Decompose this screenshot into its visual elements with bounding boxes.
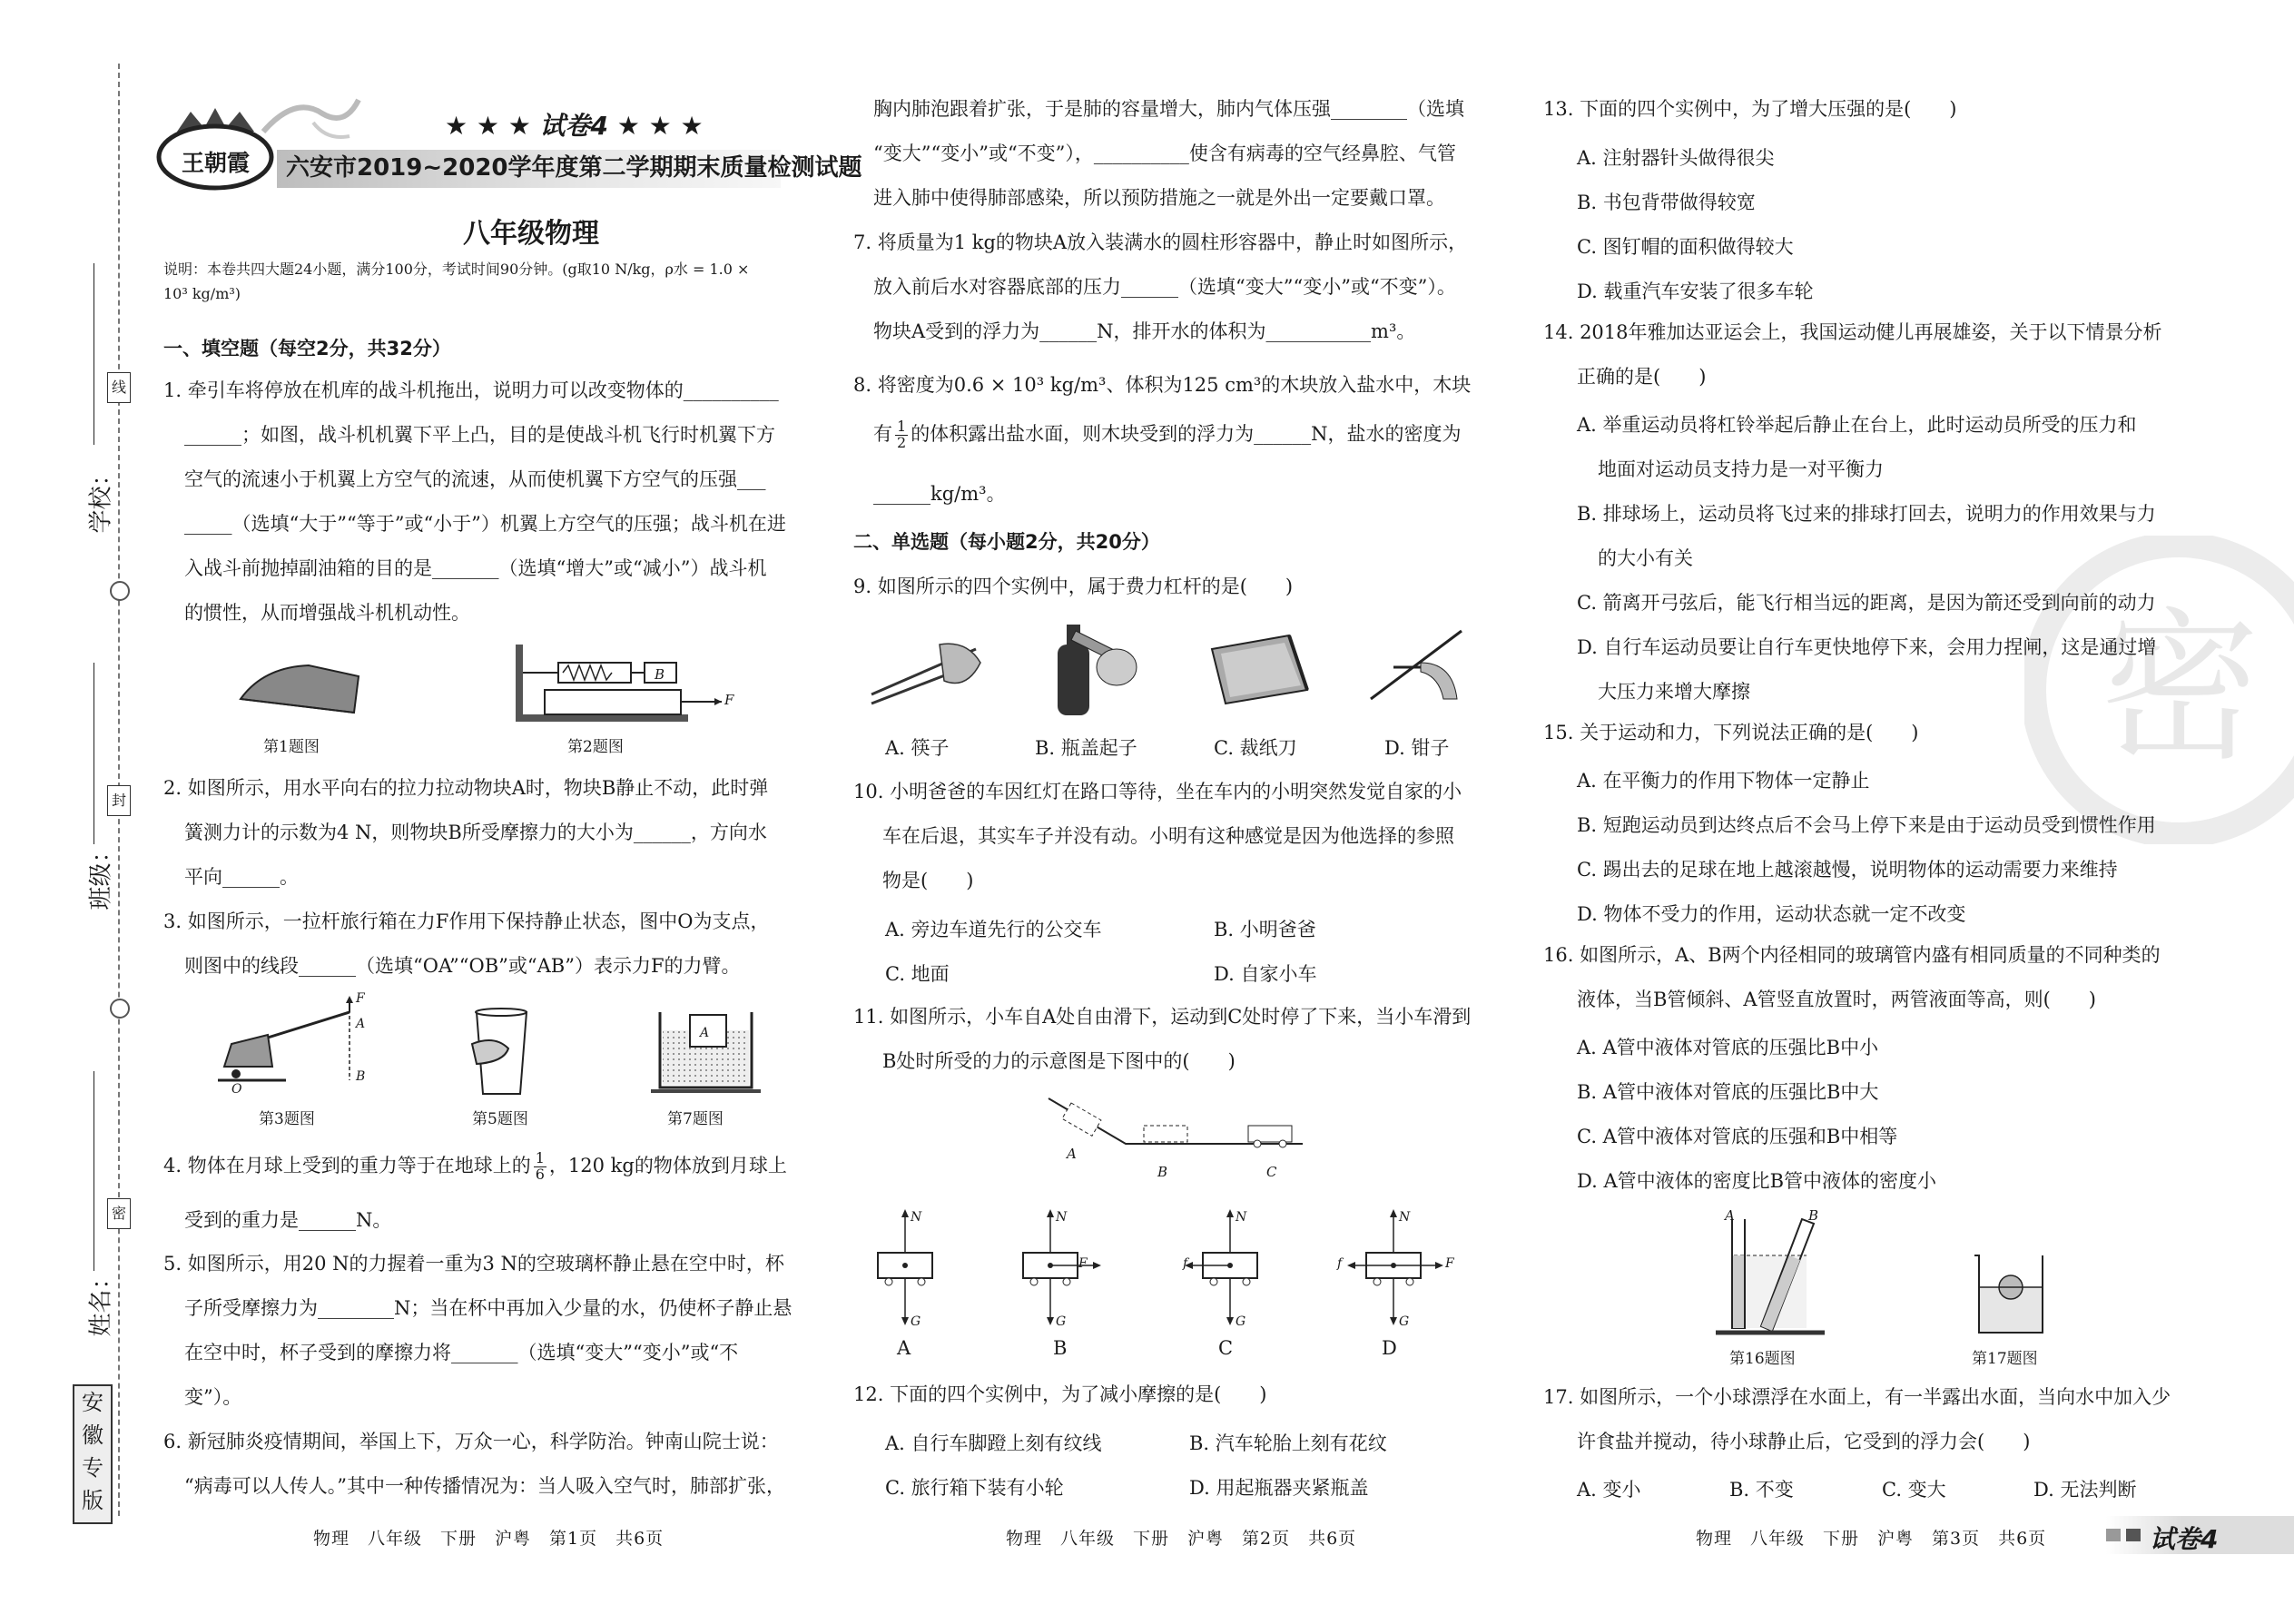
logo-text: 王朝霞 bbox=[181, 150, 250, 176]
q9-bottle-opener-image bbox=[1044, 617, 1144, 717]
exam-title: 六安市2019~2020学年度第二学期期末质量检测试题 bbox=[286, 154, 862, 182]
q11-diagram-a-label-n: N bbox=[911, 1210, 922, 1225]
figure-7-label-a: A bbox=[700, 1026, 710, 1040]
q9-pliers-image bbox=[1366, 626, 1466, 713]
q10-option-a[interactable]: A. 旁边车道先行的公交车 bbox=[885, 919, 1102, 940]
q16-option-b[interactable]: B. A管中液体对管底的压强比B中大 bbox=[1577, 1081, 1879, 1103]
figure-16-caption: 第16题图 bbox=[1729, 1350, 1796, 1368]
figure-1-caption: 第1题图 bbox=[263, 738, 320, 756]
figure-2-spring-scale bbox=[508, 640, 735, 726]
q9-paper-cutter-image bbox=[1203, 626, 1312, 713]
q9-option-a[interactable]: A. 筷子 bbox=[885, 737, 950, 759]
class-blank[interactable] bbox=[94, 663, 95, 844]
q11-label-b: B bbox=[1157, 1164, 1168, 1180]
q12-option-b[interactable]: B. 汽车轮胎上刻有花纹 bbox=[1189, 1432, 1387, 1454]
question-12: 12. 下面的四个实例中，为了减小摩擦的是( ) bbox=[853, 1383, 1267, 1405]
mark-line: 线 bbox=[107, 372, 131, 403]
figure-1-wing bbox=[236, 658, 363, 717]
figure-5-cup bbox=[468, 1008, 540, 1098]
q11-diagram-c-label-f: f bbox=[1183, 1256, 1188, 1271]
q11-option-c[interactable]: C bbox=[1218, 1337, 1234, 1359]
q13-option-d[interactable]: D. 载重汽车安装了很多车轮 bbox=[1577, 281, 1814, 302]
figure-3-caption: 第3题图 bbox=[259, 1110, 315, 1128]
q15-option-a[interactable]: A. 在平衡力的作用下物体一定静止 bbox=[1577, 770, 1870, 792]
figure-7-caption: 第7题图 bbox=[667, 1110, 724, 1128]
q15-option-b[interactable]: B. 短跑运动员到达终点后不会马上停下来是由于运动员受到惯性作用 bbox=[1577, 814, 2156, 836]
class-label: 班级： bbox=[87, 839, 115, 910]
q11-force-diagram-d bbox=[1339, 1207, 1457, 1334]
figure-2-label-b: B bbox=[655, 666, 665, 683]
q11-force-diagram-c bbox=[1180, 1207, 1280, 1334]
school-label: 学校： bbox=[87, 462, 115, 534]
q11-diagram-b-label-g: G bbox=[1056, 1314, 1067, 1329]
q17-option-d[interactable]: D. 无法判断 bbox=[2033, 1479, 2137, 1501]
q9-option-b[interactable]: B. 瓶盖起子 bbox=[1035, 737, 1137, 759]
q9-option-d[interactable]: D. 钳子 bbox=[1384, 737, 1450, 759]
q9-chopsticks-image bbox=[867, 626, 985, 708]
figure-3-label-b: B bbox=[356, 1069, 366, 1084]
q14-option-a-cont: 地面对运动员支持力是一对平衡力 bbox=[1598, 458, 1884, 480]
q13-option-c[interactable]: C. 图钉帽的面积做得较大 bbox=[1577, 236, 1794, 258]
q11-label-c: C bbox=[1266, 1164, 1277, 1180]
figure-7-container bbox=[649, 1008, 763, 1094]
q11-ramp-figure bbox=[1044, 1089, 1307, 1171]
subject-title: 八年级物理 bbox=[463, 218, 599, 250]
figure-2-label-f: F bbox=[724, 692, 734, 708]
q11-diagram-b-label-f: F bbox=[1078, 1256, 1088, 1271]
q13-option-b[interactable]: B. 书包背带做得较宽 bbox=[1577, 192, 1756, 213]
binding-ornament-icon bbox=[110, 999, 130, 1019]
section-1-title: 一、填空题（每空2分，共32分） bbox=[163, 338, 451, 359]
section-2-title: 二、单选题（每小题2分，共20分） bbox=[853, 531, 1160, 553]
q11-diagram-b-label-n: N bbox=[1056, 1210, 1068, 1225]
q10-option-d[interactable]: D. 自家小车 bbox=[1214, 963, 1317, 985]
q11-label-a: A bbox=[1067, 1146, 1077, 1162]
q15-option-d[interactable]: D. 物体不受力的作用，运动状态就一定不改变 bbox=[1577, 903, 1966, 925]
q14-option-b[interactable]: B. 排球场上，运动员将飞过来的排球打回去，说明力的作用效果与力 bbox=[1577, 503, 2156, 525]
region-badge: 安 徽 专 版 bbox=[73, 1384, 113, 1524]
instructions: 说明：本卷共四大题24小题，满分100分，考试时间90分钟。(g取10 N/kg，ρ水 = 1.0 × bbox=[163, 261, 750, 278]
q14-option-b-cont: 的大小有关 bbox=[1598, 547, 1693, 569]
q11-diagram-d-label-g: G bbox=[1399, 1314, 1410, 1329]
q11-diagram-c-label-n: N bbox=[1236, 1210, 1247, 1225]
q11-diagram-d-label-n: N bbox=[1399, 1210, 1411, 1225]
q17-option-b[interactable]: B. 不变 bbox=[1729, 1479, 1794, 1501]
q14-option-c[interactable]: C. 箭离开弓弦后，能飞行相当远的距离，是因为箭还受到向前的动力 bbox=[1577, 592, 2156, 614]
figure-3-suitcase bbox=[213, 994, 377, 1094]
q11-diagram-d-label-f-left: f bbox=[1337, 1256, 1343, 1271]
paper-badge bbox=[2106, 1516, 2294, 1554]
instructions-cont: 10³ kg/m³) bbox=[163, 285, 241, 302]
q17-option-c[interactable]: C. 变大 bbox=[1882, 1479, 1946, 1501]
figure-5-caption: 第5题图 bbox=[472, 1110, 528, 1128]
q9-option-c[interactable]: C. 裁纸刀 bbox=[1214, 737, 1297, 759]
q16-option-a[interactable]: A. A管中液体对管底的压强比B中小 bbox=[1577, 1037, 1879, 1058]
badge-dots-icon bbox=[2106, 1529, 2121, 1541]
question-9: 9. 如图所示的四个实例中，属于费力杠杆的是( ) bbox=[853, 576, 1294, 597]
name-blank[interactable] bbox=[94, 1071, 95, 1271]
figure-16-label-a: A bbox=[1725, 1207, 1735, 1224]
q16-option-d[interactable]: D. A管中液体的密度比B管中液体的密度小 bbox=[1577, 1170, 1937, 1192]
q11-option-b[interactable]: B bbox=[1053, 1337, 1068, 1359]
q11-option-d[interactable]: D bbox=[1382, 1337, 1397, 1359]
q13-option-a[interactable]: A. 注射器针头做得很尖 bbox=[1577, 147, 1775, 169]
q16-option-c[interactable]: C. A管中液体对管底的压强和B中相等 bbox=[1577, 1126, 1898, 1147]
mark-seal: 封 bbox=[107, 785, 131, 816]
figure-3-label-o: O bbox=[231, 1082, 242, 1097]
q15-option-c[interactable]: C. 踢出去的足球在地上越滚越慢，说明物体的运动需要力来维持 bbox=[1577, 859, 2118, 881]
mark-secret: 密 bbox=[107, 1198, 131, 1229]
figure-3-label-a: A bbox=[356, 1017, 366, 1031]
school-blank[interactable] bbox=[94, 263, 95, 445]
q11-diagram-c-label-g: G bbox=[1236, 1314, 1246, 1329]
series-label: ★ ★ ★ 试卷4 ★ ★ ★ bbox=[445, 111, 704, 141]
q11-option-a[interactable]: A bbox=[897, 1337, 911, 1359]
page-3-footer: 物理 八年级 下册 沪粤 第3页 共6页 bbox=[1696, 1529, 2047, 1549]
binding-ornament-icon bbox=[110, 581, 130, 601]
badge-dots-icon bbox=[2126, 1529, 2141, 1541]
figure-3-label-f: F bbox=[356, 991, 365, 1006]
question-15: 15. 关于运动和力，下列说法正确的是( ) bbox=[1543, 722, 1919, 743]
figure-17-beaker bbox=[1972, 1251, 2053, 1337]
q17-option-a[interactable]: A. 变小 bbox=[1577, 1479, 1641, 1501]
question-13: 13. 下面的四个实例中，为了增大压强的是( ) bbox=[1543, 98, 1957, 120]
ribbon-decoration-icon bbox=[259, 86, 363, 150]
name-label: 姓名： bbox=[87, 1265, 115, 1337]
q14-option-d-cont: 大压力来增大摩擦 bbox=[1598, 681, 1750, 703]
q11-diagram-d-label-f-right: F bbox=[1445, 1256, 1454, 1271]
svg-text:密: 密 bbox=[2096, 594, 2261, 783]
q12-option-d[interactable]: D. 用起瓶器夹紧瓶盖 bbox=[1189, 1477, 1369, 1499]
figure-16-label-b: B bbox=[1808, 1207, 1819, 1224]
q12-option-a[interactable]: A. 自行车脚蹬上刻有纹线 bbox=[885, 1432, 1102, 1454]
badge-text: 试卷4 bbox=[2150, 1524, 2219, 1554]
q10-option-b[interactable]: B. 小明爸爸 bbox=[1214, 919, 1316, 940]
page-1-footer: 物理 八年级 下册 沪粤 第1页 共6页 bbox=[313, 1529, 665, 1549]
figure-17-caption: 第17题图 bbox=[1972, 1350, 2038, 1368]
q14-option-d[interactable]: D. 自行车运动员要让自行车更快地停下来，会用力捏闸，这是通过增 bbox=[1577, 636, 2157, 658]
page-2-footer: 物理 八年级 下册 沪粤 第2页 共6页 bbox=[1006, 1529, 1357, 1549]
q11-force-diagram-a bbox=[867, 1207, 949, 1334]
figure-2-caption: 第2题图 bbox=[567, 738, 624, 756]
secret-watermark-icon bbox=[2024, 536, 2294, 844]
q11-diagram-a-label-g: G bbox=[911, 1314, 921, 1329]
q10-option-c[interactable]: C. 地面 bbox=[885, 963, 950, 985]
figure-16-tubes bbox=[1716, 1215, 1825, 1337]
q12-option-c[interactable]: C. 旅行箱下装有小轮 bbox=[885, 1477, 1064, 1499]
q14-option-a[interactable]: A. 举重运动员将杠铃举起后静止在台上，此时运动员所受的压力和 bbox=[1577, 414, 2137, 436]
